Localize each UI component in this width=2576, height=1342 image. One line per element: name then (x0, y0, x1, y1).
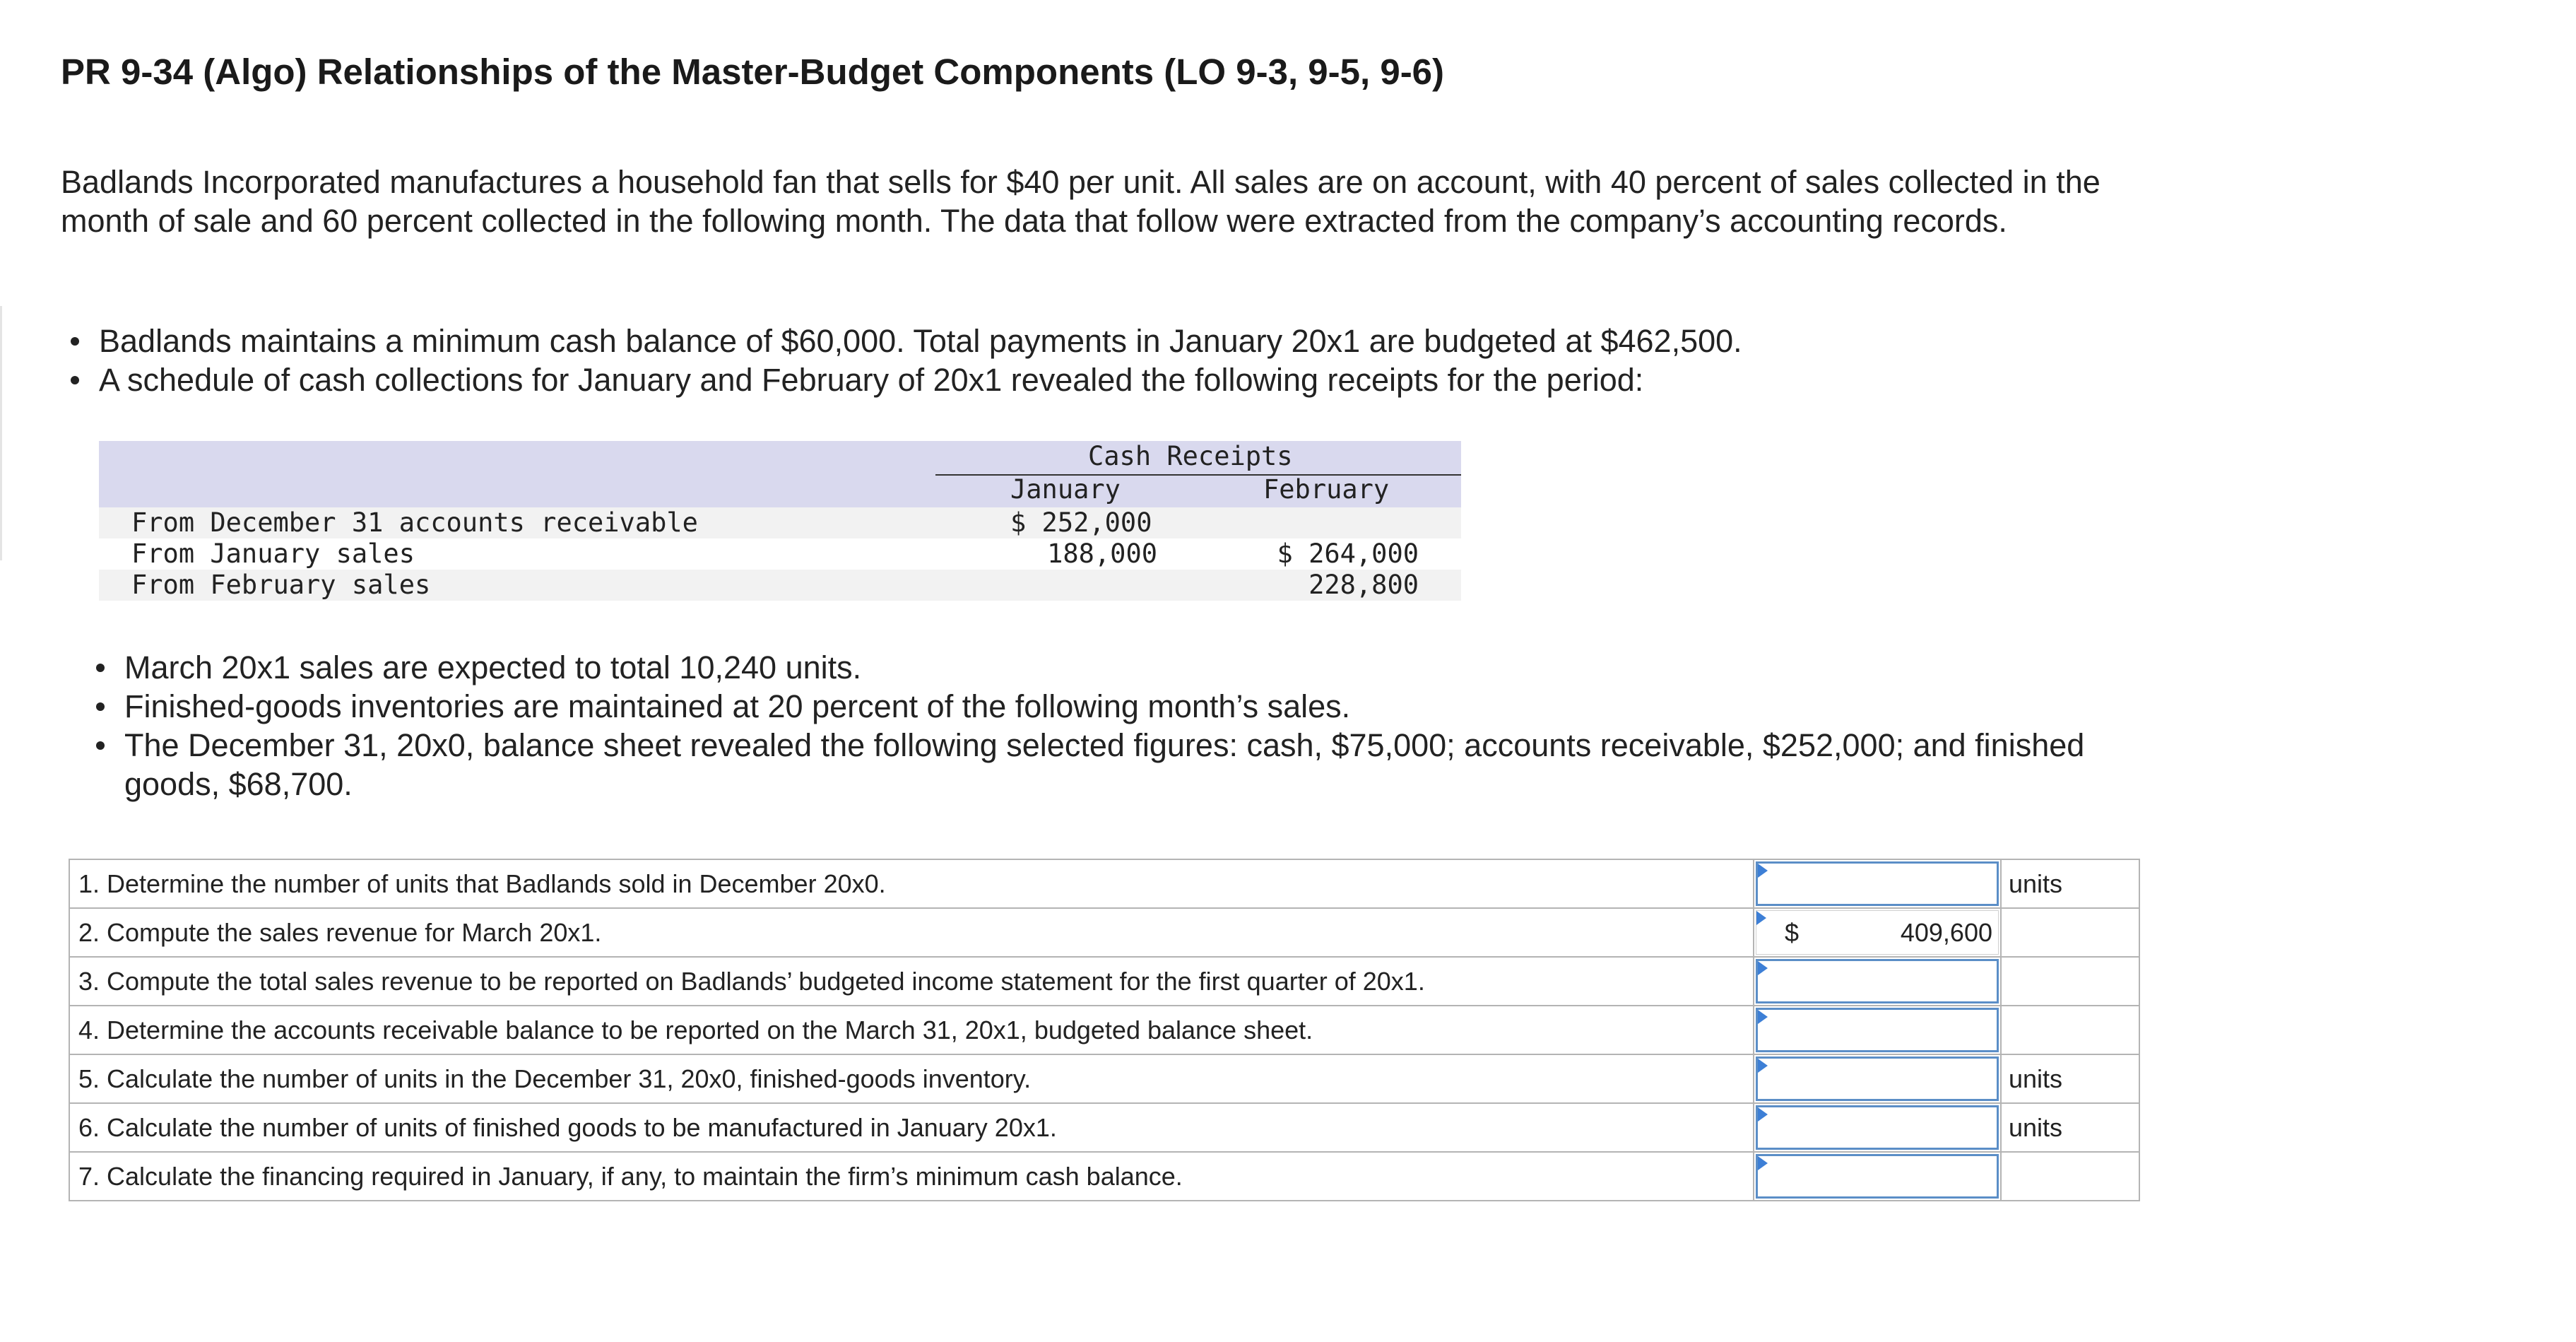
bullet-list-bottom (86, 648, 2107, 804)
cash-receipts-schedule (99, 441, 1461, 605)
schedule-row-label: From January sales (131, 538, 415, 569)
question-text: 4. Determine the accounts receivable balance to be reported on the March 31, 20x1, budgeted balance sheet. (69, 1006, 1754, 1054)
table-row (69, 859, 2139, 908)
table-row (69, 1103, 2139, 1152)
unit-label: units (2001, 859, 2139, 908)
bullet-list-top (61, 322, 2180, 399)
question-text: 3. Compute the total sales revenue to be reported on Badlands’ budgeted income statement for the first quarter of 20x1. (69, 957, 1754, 1006)
schedule-cell-february: $ 264,000 (1277, 538, 1419, 569)
answer-cell (1754, 957, 2001, 1006)
answer-cell (1754, 1103, 2001, 1152)
flag-marker-icon (1758, 961, 1768, 975)
answer-cell (1754, 908, 2001, 957)
schedule-row-label: From February sales (131, 570, 431, 600)
unit-label (2001, 957, 2139, 1006)
problem-intro: Badlands Incorporated manufactures a household fan that sells for $40 per unit. All sales are on account, with 40 percent of sales collected in the month of sale and 60 percent collected in the following month. The data that follow were extracted from the company’s accounting records. (61, 164, 2101, 239)
question-text: 7. Calculate the financing required in January, if any, to maintain the firm’s minimum cash balance. (69, 1152, 1754, 1201)
answer-input-6[interactable] (1756, 1105, 1999, 1150)
answer-input-7[interactable] (1756, 1154, 1999, 1199)
answer-cell (1754, 1054, 2001, 1103)
answer-input-2[interactable] (1756, 910, 1999, 955)
left-edge-rule (0, 306, 2, 560)
list-item: March 20x1 sales are expected to total 10,240 units. (86, 648, 2107, 687)
answer-cell (1754, 859, 2001, 908)
answer-input-5[interactable] (1756, 1056, 1999, 1101)
schedule-cell-february: 228,800 (1308, 570, 1419, 600)
unit-label (2001, 1006, 2139, 1054)
schedule-col-february: February (1263, 474, 1390, 505)
unit-label (2001, 1152, 2139, 1201)
answer-value: 409,600 (1900, 917, 1992, 947)
unit-label: units (2001, 1054, 2139, 1103)
answer-cell (1754, 1006, 2001, 1054)
answer-input-1[interactable] (1756, 861, 1999, 906)
list-item: Finished-goods inventories are maintained at 20 percent of the following month’s sales. (86, 687, 2107, 726)
flag-marker-icon (1758, 1107, 1768, 1122)
schedule-header: Cash Receipts (1088, 441, 1293, 471)
question-text: 5. Calculate the number of units in the December 31, 20x0, finished-goods inventory. (69, 1054, 1754, 1103)
list-item: A schedule of cash collections for January and February of 20x1 revealed the following receipts for the period: (61, 360, 2180, 399)
currency-symbol: $ (1785, 917, 1800, 947)
schedule-col-january: January (1010, 474, 1121, 505)
table-row (69, 1006, 2139, 1054)
question-text: 1. Determine the number of units that Badlands sold in December 20x0. (69, 859, 1754, 908)
flag-marker-icon (1756, 911, 1766, 925)
schedule-cell-january: 188,000 (1047, 538, 1157, 569)
flag-marker-icon (1758, 864, 1768, 878)
unit-label (2001, 908, 2139, 957)
answer-input-3[interactable] (1756, 959, 1999, 1003)
unit-label: units (2001, 1103, 2139, 1152)
problem-title: PR 9-34 (Algo) Relationships of the Master-Budget Components (LO 9-3, 9-5, 9-6) (61, 52, 1445, 92)
answer-cell (1754, 1152, 2001, 1201)
table-row (69, 908, 2139, 957)
schedule-cell-january: $ 252,000 (1010, 507, 1152, 538)
list-item: The December 31, 20x0, balance sheet revealed the following selected figures: cash, $75,000; accounts receivable, $252,000; and finished goods, $68,700. (86, 726, 2107, 804)
table-row (69, 1152, 2139, 1201)
flag-marker-icon (1758, 1010, 1768, 1024)
table-row (69, 1054, 2139, 1103)
schedule-row-label: From December 31 accounts receivable (131, 507, 698, 538)
flag-marker-icon (1758, 1156, 1768, 1170)
questions-table (69, 859, 2140, 1201)
answer-input-4[interactable] (1756, 1008, 1999, 1052)
flag-marker-icon (1758, 1059, 1768, 1073)
table-row (69, 957, 2139, 1006)
question-text: 6. Calculate the number of units of finished goods to be manufactured in January 20x1. (69, 1103, 1754, 1152)
list-item: Badlands maintains a minimum cash balance of $60,000. Total payments in January 20x1 are budgeted at $462,500. (61, 322, 2180, 360)
question-text: 2. Compute the sales revenue for March 20x1. (69, 908, 1754, 957)
